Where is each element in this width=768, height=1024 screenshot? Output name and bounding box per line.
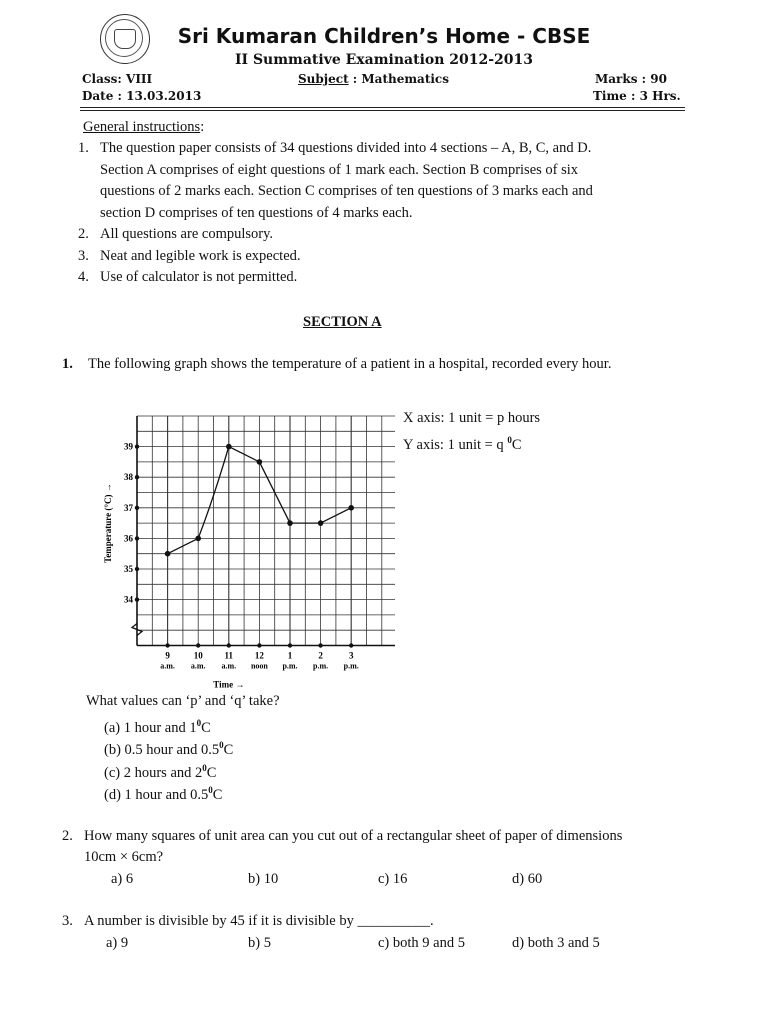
instruction-number: 1. [78,140,89,156]
date-label: Date : 13.03.2013 [82,89,202,103]
q3-option-d: d) both 3 and 5 [512,935,600,951]
instructions-heading: General instructions: [83,119,205,135]
x-tick-dot [349,643,353,647]
q2-option-c: c) 16 [378,871,408,887]
x-tick-sublabel: a.m. [190,661,206,671]
class-label: Class: VIII [82,72,153,86]
time-label: Time : 3 Hrs. [593,89,681,103]
y-tick-dot [135,597,139,601]
y-tick-dot [135,567,139,571]
instruction-item [78,138,698,224]
x-tick-dot [165,643,169,647]
q3-option-a: a) 9 [106,935,129,951]
x-tick-sublabel: p.m. [313,661,329,671]
y-axis-label: Temperature (°C) → [103,483,113,563]
instructions-list [78,138,698,289]
q2-text-line1: How many squares of unit area can you cut out of a rectangular sheet of paper of dimensions [84,828,623,844]
q2-option-a: a) 6 [111,871,134,887]
data-point [226,444,232,450]
y-axis-note: Y axis: 1 unit = q $^0$C [403,435,522,453]
x-tick-label: 2 [318,650,323,661]
q2-number: 2. [62,828,73,844]
temperature-chart [95,408,395,688]
data-point [318,520,324,526]
instruction-item [78,267,698,289]
x-tick-sublabel: noon [250,661,268,671]
x-tick-sublabel: a.m. [221,661,237,671]
y-tick-dot [135,536,139,540]
y-tick-dot [135,475,139,479]
y-tick-label: 38 [124,472,133,483]
y-tick-label: 34 [124,594,133,605]
data-point [195,536,201,542]
x-tick-dot [227,643,231,647]
data-point [165,551,171,557]
q1-question: What values can ‘p’ and ‘q’ take? [86,693,280,709]
instruction-number: 3. [78,247,89,264]
y-tick-label: 37 [124,502,133,513]
instruction-line: Section A comprises of eight questions of 1 mark each. Section B comprises of six [100,161,579,178]
instruction-number: 2. [78,226,89,242]
header-divider-bottom [80,110,685,111]
q3-text: A number is divisible by 45 if it is divisible by __________. [84,913,434,929]
y-tick-label: 35 [124,564,133,574]
q1-option-c: (c) 2 hours and $2^0C$ [104,763,217,781]
chart-grid [137,416,395,646]
q1-option-a: (a) 1 hour and $1^0C$ [104,718,211,736]
instruction-item [78,224,698,246]
instruction-line: All questions are compulsory. [100,226,274,242]
data-point [287,520,293,526]
instruction-number: 4. [78,269,89,285]
x-tick-dot [196,643,200,647]
q2-option-d: d) 60 [512,871,543,887]
x-axis-label: Time → [213,679,245,688]
data-point [348,505,354,511]
instruction-item [78,246,698,268]
q1-number: 1. [62,356,73,372]
instruction-line: Neat and legible work is expected. [100,247,301,264]
q2-option-b: b) 10 [248,871,279,887]
data-point [257,459,263,465]
x-tick-sublabel: p.m. [343,661,359,671]
x-tick-label: 10 [193,650,203,661]
header-divider-top [80,107,685,108]
q1-text: The following graph shows the temperature of a patient in a hospital, recorded every hour. [88,356,612,372]
x-tick-label: 1 [287,650,293,661]
q2-text-line2: 10cm × 6cm? [84,849,164,865]
instruction-line: questions of 2 marks each. Section C comprises of ten questions of 3 marks each and [100,183,593,199]
y-tick-dot [135,506,139,510]
x-tick-dot [257,643,261,647]
section-a-title: SECTION A [303,314,382,330]
y-tick-dot [135,444,139,448]
x-tick-sublabel: a.m. [160,661,175,671]
x-tick-sublabel: p.m. [282,661,298,671]
subject-label: Subject : Mathematics [298,72,449,86]
q3-number: 3. [62,913,73,929]
x-axis-note: X axis: 1 unit = p hours [403,410,541,426]
instruction-line: section D comprises of ten questions of 4 marks each. [100,204,413,221]
x-tick-label: 3 [348,650,354,661]
x-tick-label: 12 [254,650,264,661]
instruction-line: The question paper consists of 34 questions divided into 4 sections – A, B, C, and D. [100,140,592,156]
instruction-line: Use of calculator is not permitted. [100,269,298,285]
y-tick-label: 36 [124,533,133,544]
x-tick-label: 9 [165,650,170,661]
exam-title: II Summative Examination 2012-2013 [234,52,534,68]
q3-option-c: c) both 9 and 5 [378,935,465,951]
x-tick-dot [318,643,322,647]
q1-option-d: (d) 1 hour and $0.5^0C$ [104,785,223,803]
q3-option-b: b) 5 [248,935,271,951]
y-tick-label: 39 [124,441,133,452]
x-tick-dot [288,643,292,647]
marks-label: Marks : 90 [595,72,667,86]
x-tick-label: 11 [224,650,234,661]
school-name: Sri Kumaran Children’s Home - CBSE [177,24,591,48]
q1-option-b: (b) 0.5 hour and $0.5^0C$ [104,740,234,758]
